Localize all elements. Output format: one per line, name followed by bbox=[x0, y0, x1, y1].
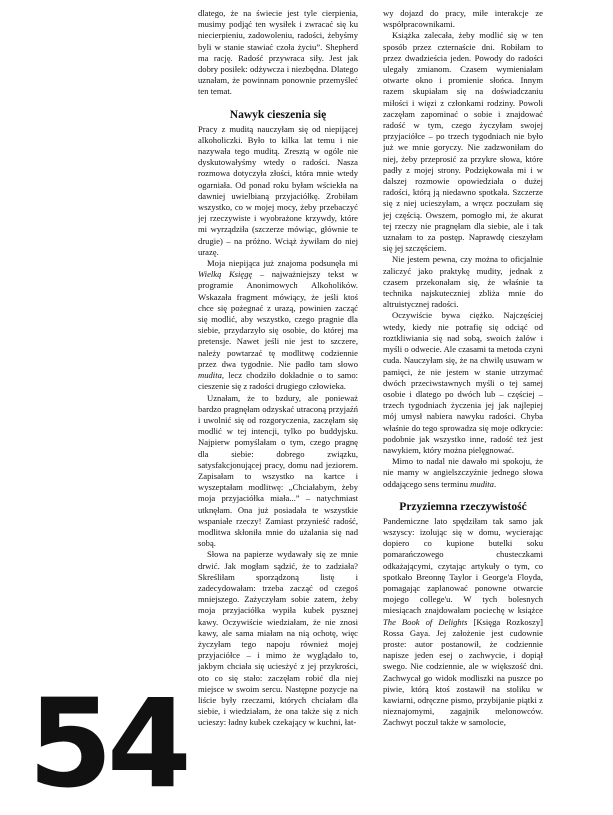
text-column-right bbox=[383, 8, 543, 794]
text-run: , lecz chodziło dokładnie o to samo: cieszenie się z radości drugiego człowieka. bbox=[198, 370, 358, 392]
text-run: Mimo to nadal nie dawało mi spokoju, że nie mamy w angielszczyźnie jednego słowa oddającego sens terminu bbox=[383, 456, 543, 489]
paragraph bbox=[383, 516, 543, 729]
paragraph: Nie jestem pewna, czy można to oficjalnie zaliczyć jako praktykę mudity, jednak z czasem przekonałam się, że właśnie ta technika najskuteczniej zbliża mnie do altruistycznej radości. bbox=[383, 254, 543, 310]
book-title: Wielką Księgę bbox=[198, 269, 253, 280]
text-column-left bbox=[198, 8, 358, 794]
paragraph: Słowa na papierze wydawały się ze mnie drwić. Jak mogłam sądzić, że to zadziała? Skreśliłam sporządzoną listę i zadecydowałam: trzeba zacząć od czegoś mniejszego. Zażyczyłam sobie zatem, żeby moja przyjaciółka wypiła kubek pysznej kawy. Oczywiście wiedziałam, że nie znosi kawy, ale sama miałam na nią ochotę, więc życzyłam tego napoju również mojej przyjaciółce – i mimo że wyglądało to, jakbym chciała się uciesżyć z jej przykrości, oto co się stało: zaczęłam robić dla niej miejsce w swoim sercu. Następne pozycje na liście były rzeczami, których chciałam dla siebie, i wiedziałam, że ona także się z nich ucieszy: ładny kubek czekający w kuchni, łat- bbox=[198, 549, 358, 728]
text-run: . bbox=[493, 478, 497, 489]
text-run: [Księga Rozkoszy] Rossa Gaya. Jej założenie jest cudownie proste: autor postanowił, że codziennie napisze jeden esej o zachwycie, i dopiął swego. Nie codziennie, ale w większość dni. Zachwycał go widok modliszki na puszce po piwie, którą ktoś zostawił na stoliku w kawiarni, odręczne pismo, przybijanie piątki z nieznajomymi, zagajnik melonowców. Zachwyt poczuł także w samolocie, bbox=[383, 616, 543, 728]
paragraph bbox=[383, 456, 543, 490]
term: mudita bbox=[470, 478, 494, 489]
section-heading: Nawyk cieszenia się bbox=[229, 108, 327, 121]
paragraph bbox=[198, 258, 358, 392]
page-number: 54 bbox=[28, 673, 186, 815]
text-run: Pandemiczne lato spędziłam tak samo jak wszyscy: izolując się w domu, wycierając dopiero co kupione butelki soku pomarańczowego chusteczkami odkażającymi, czytając artykuły o tym, co spotkało Breonnę Taylor i George'a Floyda, pomagając zaplanować ponowne otwarcie mojego college'u. W tych bolesnych miesiącach znajdowałam pociechę w książce bbox=[383, 515, 543, 616]
text-run: Moja niepijąca już znajoma podsunęła mi bbox=[207, 258, 358, 269]
term: mudita bbox=[198, 370, 222, 381]
paragraph: Książka zalecała, żeby modlić się w ten sposób przez czternaście dni. Robiłam to przez dwadzieścia jeden. Powody do radości ulegały zmianom. Czasem wymieniałam otwarte okno i promienie słońca. Innym razem skupiałam się na doświadczaniu miłości i więzi z członkami rodziny. Powoli zaczęłam zapominać o sobie i znajdować radość w tym, czego życzyłam swojej przyjaciółce – po trzech tygodniach nie było już we mnie goryczy. Nie zadzwoniłam do niej, żeby przeprosić za przykre słowa, które padły z mojej strony. Podziękowała mi i w dalszej rozmowie opowiedziała o dużej radości, którą ją niedawno spotkała. Szczerze się z niej ucieszyłam, a wręcz poczułam się jej częścią. Owszem, pomogło mi, że akurat tej rzeczy nie pragnęłam dla siebie, ale i tak uznałam to za postęp. Naprawdę cieszyłam się jej szczęściem. bbox=[383, 30, 543, 254]
text-run: – najważniejszy tekst w programie Anonimowych Alkoholików. Wskazała fragment mówiący, że jeśli ktoś chce się pożegnać z urazą, powinien zacząć się modlić, aby wszystko, czego pragnie dla siebie, przydarzyło się osobie, do której ma pretensje. Nawet jeśli nie jest to szczere, należy powtarzać tę modlitwę codziennie przez dwa tygodnie. Nie padło tam słowo bbox=[198, 269, 358, 369]
paragraph: Oczywiście bywa ciężko. Najczęściej wtedy, kiedy nie potrafię się odciąć od roztkliwiania się nad sobą, swoich żalów i myśli o odwecie. Ale czasami ta metoda czyni cuda. Nauczyłam się, że na chwilę usuwam w pamięci, że nie jestem w stanie utrzymać dwóch przeciwstawnych myśli o tej samej osobie i dlatego po dwóch lub – częściej – trzech tygodniach życzenia jej jak najlepiej mój umysł nabiera nawyku radości. Chyba właśnie do tego sprowadza się moje odkrycie: podobnie jak wszystko inne, radość też jest nawykiem, który można pielęgnować. bbox=[383, 310, 543, 455]
paragraph: dlatego, że na świecie jest tyle cierpienia, musimy podjąć ten wysiłek i zwracać się ku niecierpieniu, zadowoleniu, radości, żebyśmy byli w stanie stawiać czoła życiu”. Shepherd ma rację. Radość przywraca siły. Jest jak dobry posiłek: odżywcza i niezbędna. Dlatego uznałam, że powinnam ponownie przemyśleć ten temat. bbox=[198, 8, 358, 97]
book-title: The Book of Delights bbox=[383, 616, 468, 627]
paragraph: wy dojazd do pracy, miłe interakcje ze współpracownikami. bbox=[383, 8, 543, 30]
paragraph: Uznałam, że to bzdury, ale ponieważ bardzo pragnęłam odzyskać utraconą przyjaźń i uwolnić się od rozgoryczenia, zaczęłam się modlić w tej intencji, tylko po buddyjsku. Najpierw pomyślałam o tym, czego pragnę dla siebie: dobrego związku, satysfakcjonującej pracy, domu nad jeziorem. Zapisałam to wszystko na kartce i wyszeptałam modlitwę: „Chciałabym, żeby moja przyjaciółka miała...” – natychmiast utknęłam. Ona już posiadała te wszystkie wspaniałe rzeczy! Zamiast przynieść radość, modlitwa skłoniła mnie do użalania się nad sobą. bbox=[198, 392, 358, 549]
paragraph: Pracy z muditą nauczyłam się od niepijącej alkoholiczki. Było to kilka lat temu i nie nazywała tego muditą. Zresztą w ogóle nie dyskutowałyśmy wtedy o radości. Nasza rozmowa dotyczyła złości, która mnie wtedy ogarniała. Od ponad roku byłam wściekła na dawniej uwielbianą przyjaciółkę. Zrobiłam wszystko, co w mojej mocy, żeby przebaczyć jej rzeczywiste i wyobrażone krzywdy, które mi wyrządziła (szczerze mówiąc, głównie te drugie) – na próżno. Wciąż żywiłam do niej urazę. bbox=[198, 123, 358, 257]
section-heading: Przyziemna rzeczywistość bbox=[399, 500, 527, 513]
